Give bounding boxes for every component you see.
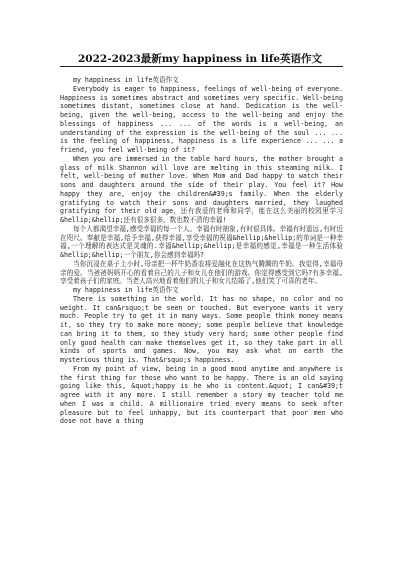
document-body xyxy=(60,76,343,426)
paragraph: When you are immersed in the table hard hours, the mother brought a glass of milk Shannon will love are melting in this steaming milk. I felt, well-being of mother love. When Mom and Dad happy to watch their sons and daughters around the side of their play. You feel it? How happy they are, enjoy the children&#39;s family. When the elderly gratifying to watch their sons and daughters married, they laughed gratifying for their old age，还有我爱的老师和同学，能在这么美丽的校园里学习&hellip;&hellip;还有很多很多，数也数不清的幸福! xyxy=(60,154,343,224)
title-underline xyxy=(60,66,343,67)
section-heading: my happiness in life英语作文 xyxy=(73,286,179,294)
section-heading: my happiness in life英语作文 xyxy=(73,76,179,84)
paragraph: From my point of view, being in a good mood anytime and anywhere is the first thing for those who want to be happy. There is an old saying going like this, &quot;happy is he who is content.&quot; I can&#39;t agree with it any more. I still remember a story my teacher told me when I was a child. A millionaire tried every means to seek after pleasure but to feel unhappy, but its counterpart that poor men who dose not have a thing xyxy=(60,364,343,426)
paragraph: 每个人都渴望幸福,感受幸福的每一个人。幸福有时抽象,有时很具体。幸福有时遥远,有时近在咫尺。奉献是幸福,给予幸福,获得幸福,享受幸福的祝福&hellip;&hellip;的单词是一种幸福,一个理解的表达式是灵魂的.幸福&hellip;&hellip;是幸福的感觉,幸福是一种生活体验&hellip;&hellip;一个朋友,你会感到幸福吗? xyxy=(60,224,343,259)
paragraph: 当你沉浸在桌子上小时,母亲把一杯牛奶香农将爱融化在这热气腾腾的牛奶。我觉得,幸福母亲的爱。当爸爸妈妈开心的看着自己的儿子和女儿在他们的游戏。你觉得感受到它吗?有多幸福,享受着孩子们的家庭。当老人高兴地看着他们的儿子和女儿结婚了,他们笑了可喜的老年。 xyxy=(60,259,343,286)
paragraph: There is something in the world. It has no shape, no color and no weight. It can&rsquo;t be seen or touched. But everyone wants it very much. People try to get it in many ways. Some people think money means it, so they try to make more money; some people believe that knowledge can bring it to them, so they study very hard; some other people find only good health can make themselves get it, so they take part in all kinds of sports and games. Now, you may ask what on earth the mysterious thing is. That&rsquo;s happiness. xyxy=(60,294,343,364)
paragraph: Everybody is eager to happiness, feelings of well-being of everyone. Happiness is sometimes abstract and sometimes very specific. Well-being sometimes distant, sometimes close at hand. Dedication is the well-being, given the well-being, access to the well-being and enjoy the blessings of happiness ... ... of the words is a well-being, an understanding of the expression is the well-being of the soul ... ... is the feeling of happiness, happiness is a life experience ... ... a friend, you feel well-being of it? xyxy=(60,84,343,154)
document-title: 2022-2023最新my happiness in life英语作文 xyxy=(77,53,323,65)
